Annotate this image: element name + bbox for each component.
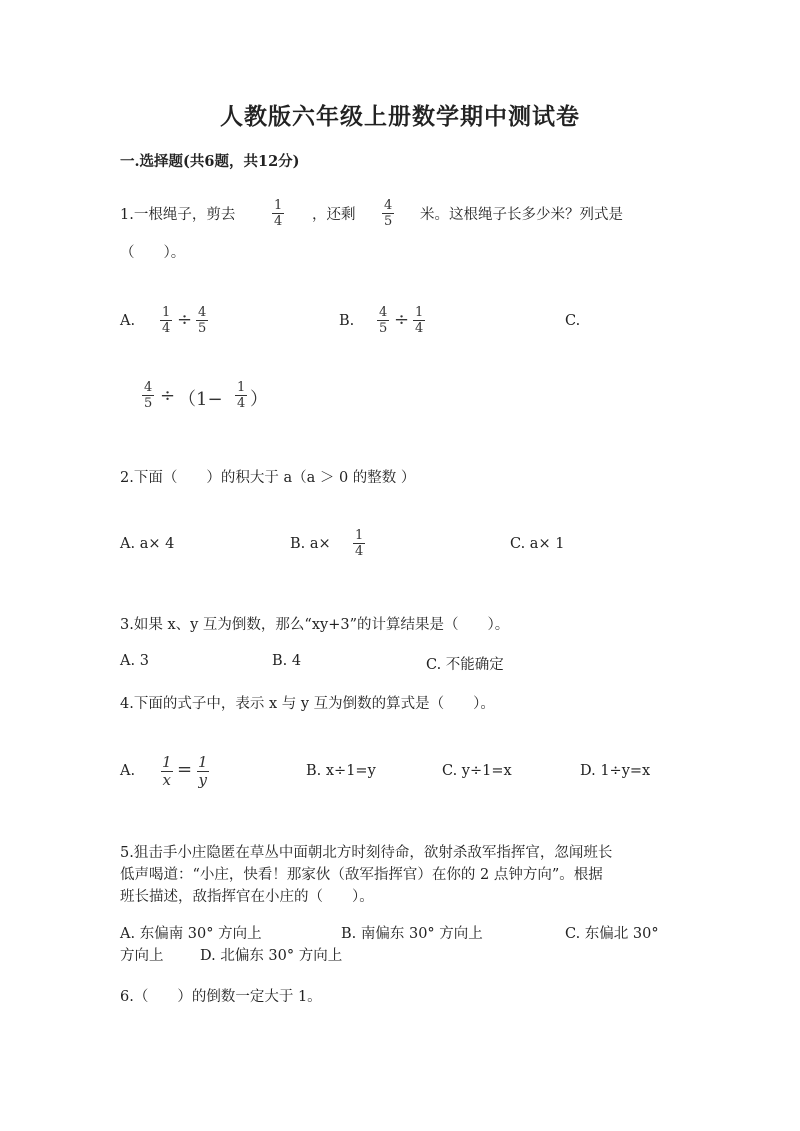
q1-option-a-f1-den: 4 xyxy=(162,321,171,336)
q1-option-a-f1-num: 1 xyxy=(162,305,171,320)
q1-option-c-fraction2 xyxy=(235,380,247,411)
q1-option-c-paren-open: （1− xyxy=(178,389,223,410)
q5-text-line3: 班长描述，敌指挥官在小庄的（ ）。 xyxy=(120,889,374,905)
q1-text-post: 米。这根绳子长多少米？列式是 xyxy=(420,207,623,223)
q4-option-b: B. x÷1=y xyxy=(306,763,376,779)
q1-option-c-paren-close: ） xyxy=(250,389,268,410)
page-title: 人教版六年级上册数学期中测试卷 xyxy=(220,103,580,130)
q1-option-c-f2-num: 1 xyxy=(237,380,246,395)
q1-option-b-f2-den: 4 xyxy=(415,321,424,336)
q1-fraction-remain-den: 5 xyxy=(384,214,393,229)
q1-option-a-fraction2 xyxy=(196,305,208,336)
q5-option-a: A. 东偏南 30° 方向上 xyxy=(120,926,262,942)
q4-option-a-equals: = xyxy=(177,759,193,780)
q1-text-mid: ，还剩 xyxy=(312,207,356,223)
q1-fraction-cut xyxy=(272,198,284,229)
q1-fraction-cut-num: 1 xyxy=(274,198,283,213)
q3-text: 3.如果 x、y 互为倒数，那么“xy+3”的计算结果是（ ）。 xyxy=(120,617,510,633)
q1-option-c-divide: ÷ xyxy=(160,385,176,406)
q1-option-c-f1-num: 4 xyxy=(144,380,153,395)
q2-option-b-f-den: 4 xyxy=(355,544,364,559)
q4-option-a-f2-num: 1 xyxy=(198,753,208,771)
q5-option-d: D. 北偏东 30° 方向上 xyxy=(200,948,343,964)
q1-option-a-f2-den: 5 xyxy=(198,321,207,336)
q2-text: 2.下面（ ）的积大于 a（a ＞ 0 的整数 ） xyxy=(120,470,416,486)
q2-option-a: A. a× 4 xyxy=(120,536,175,552)
q2-option-b: B. a× xyxy=(290,536,331,552)
q1-fraction-remain-num: 4 xyxy=(384,198,393,213)
q1-option-c-f2-den: 4 xyxy=(237,396,246,411)
q1-option-c-fraction1 xyxy=(142,380,154,411)
q4-option-a-f2-den: y xyxy=(198,771,208,789)
q5-option-b: B. 南偏东 30° 方向上 xyxy=(341,926,483,942)
q4-option-a-f1-num: 1 xyxy=(162,753,172,771)
q4-text: 4.下面的式子中，表示 x 与 y 互为倒数的算式是（ ）。 xyxy=(120,696,495,712)
q3-option-a: A. 3 xyxy=(120,653,149,669)
q3-option-b: B. 4 xyxy=(272,653,302,669)
q1-text-pre: 1.一根绳子，剪去 xyxy=(120,207,236,223)
q4-option-c: C. y÷1=x xyxy=(442,763,512,779)
q1-option-a-divide: ÷ xyxy=(177,309,193,330)
q1-option-b-f1-den: 5 xyxy=(379,321,388,336)
q1-option-c-f1-den: 5 xyxy=(144,396,153,411)
q2-option-c: C. a× 1 xyxy=(510,536,565,552)
q5-text-line2: 低声喝道：“小庄，快看！那家伙（敌军指挥官）在你的 2 点钟方向”。根据 xyxy=(120,867,603,883)
q3-option-c: C. 不能确定 xyxy=(426,657,504,673)
q5-option-c-continued: 方向上 xyxy=(120,948,164,964)
q1-option-b-fraction1 xyxy=(377,305,389,336)
q2-option-b-fraction xyxy=(353,528,365,559)
q4-option-a-fraction1 xyxy=(160,754,174,789)
q1-fraction-remain xyxy=(382,198,394,229)
q2-option-b-f-num: 1 xyxy=(355,528,364,543)
q1-option-b-divide: ÷ xyxy=(394,309,410,330)
q1-option-b-f1-num: 4 xyxy=(379,305,388,320)
q4-option-a-f1-den: x xyxy=(162,771,171,789)
q5-text-line1: 5.狙击手小庄隐匿在草丛中面朝北方时刻待命，欲射杀敌军指挥官，忽闻班长 xyxy=(120,845,613,861)
q1-option-b-label: B. xyxy=(339,313,355,329)
q1-option-b-fraction2 xyxy=(413,305,425,336)
q4-option-a-label: A. xyxy=(120,763,136,779)
q1-option-a-f2-num: 4 xyxy=(198,305,207,320)
q1-option-a-fraction1 xyxy=(160,305,172,336)
q4-option-d: D. 1÷y=x xyxy=(580,763,651,779)
q6-text: 6.（ ）的倒数一定大于 1。 xyxy=(120,989,322,1005)
q4-option-a-fraction2 xyxy=(196,754,210,789)
section-heading: 一.选择题(共6题，共12分) xyxy=(120,153,300,170)
q1-text-line2: （ ）。 xyxy=(120,245,186,261)
q1-option-b-f2-num: 1 xyxy=(415,305,424,320)
q1-option-c-label: C. xyxy=(565,313,581,329)
q5-option-c: C. 东偏北 30° xyxy=(565,926,659,942)
q1-option-a-label: A. xyxy=(120,313,136,329)
q1-fraction-cut-den: 4 xyxy=(274,214,283,229)
